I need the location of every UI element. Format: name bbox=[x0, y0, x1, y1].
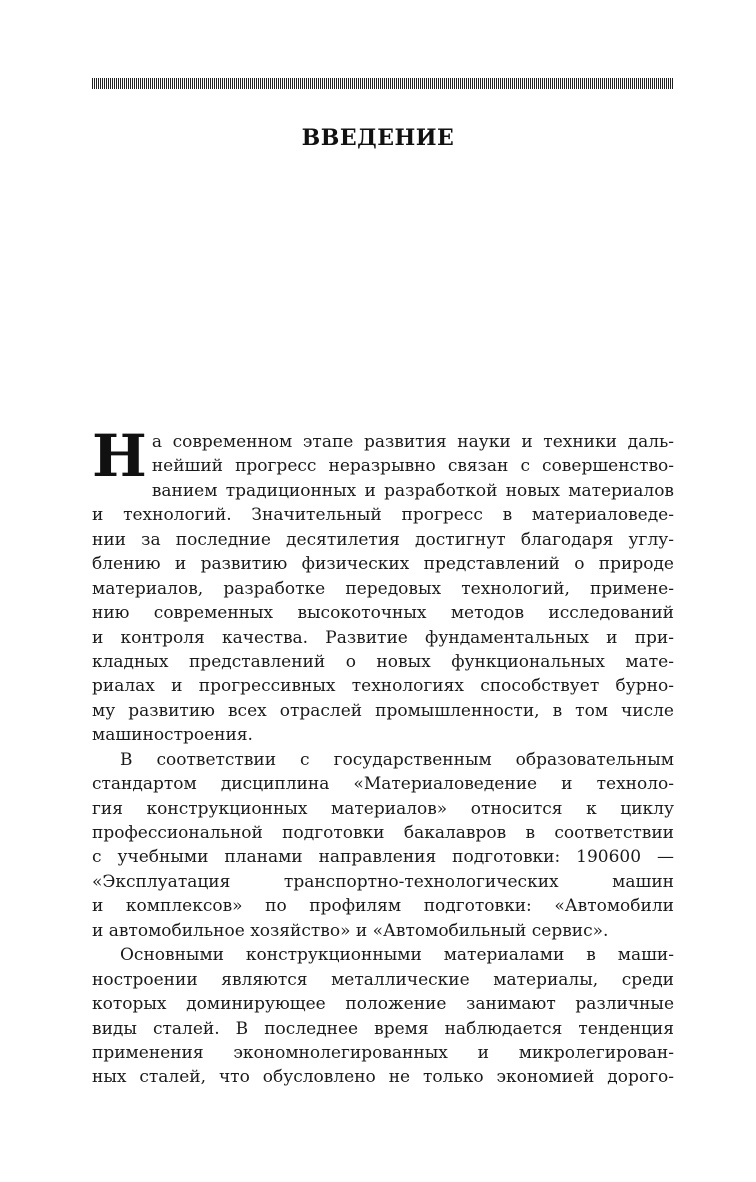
text-line: ностроении являются металлические материалы, среди bbox=[92, 969, 674, 990]
text-line: риалах и прогрессивных технологиях способствует бурно- bbox=[92, 676, 674, 697]
paragraph-2 bbox=[92, 748, 674, 944]
text-line: нию современных высокоточных методов исследований bbox=[92, 603, 674, 624]
text-line: и контроля качества. Развитие фундаментальных и при- bbox=[92, 627, 674, 648]
text-line: Основными конструкционными материалами в маши- bbox=[120, 945, 674, 966]
text-line: блению и развитию физических представлений о природе bbox=[92, 554, 674, 575]
paragraph-3 bbox=[92, 943, 674, 1090]
text-line: применения экономнолегированных и микролегирован- bbox=[92, 1042, 674, 1063]
body-text bbox=[92, 422, 674, 1090]
text-line: а современном этапе развития науки и техники даль- bbox=[151, 432, 674, 452]
text-line: гия конструкционных материалов» относится к циклу bbox=[92, 798, 674, 819]
text-line: и комплексов» по профилям подготовки: «Автомобили bbox=[92, 896, 674, 917]
text-line: и технологий. Значительный прогресс в материаловеде- bbox=[92, 505, 674, 526]
text-line: машиностроения. bbox=[92, 725, 253, 746]
paragraph-1 bbox=[92, 422, 674, 748]
text-line: и автомобильное хозяйство» и «Автомобильный сервис». bbox=[92, 920, 609, 941]
header-rule bbox=[92, 78, 674, 89]
drop-cap-letter: Н bbox=[92, 422, 147, 490]
text-line: ванием традиционных и разработкой новых материалов bbox=[151, 480, 674, 501]
text-line: виды сталей. В последнее время наблюдается тенденция bbox=[92, 1018, 674, 1039]
chapter-title: ВВЕДЕНИЕ bbox=[301, 125, 455, 151]
text-line: с учебными планами направления подготовки: 190600 — bbox=[92, 847, 674, 868]
text-line: материалов, разработке передовых технологий, примене- bbox=[92, 578, 674, 599]
text-line: кладных представлений о новых функциональных мате- bbox=[92, 651, 674, 672]
text-line: стандартом дисциплина «Материаловедение и техноло- bbox=[92, 774, 674, 795]
text-line: профессиональной подготовки бакалавров в соответствии bbox=[92, 823, 674, 843]
text-line: нейший прогресс неразрывно связан с совершенство- bbox=[151, 456, 674, 477]
text-line: которых доминирующее положение занимают различные bbox=[92, 994, 674, 1015]
text-line: В соответствии с государственным образовательным bbox=[120, 749, 674, 770]
text-line: нии за последние десятилетия достигнут благодаря углу- bbox=[92, 529, 674, 550]
text-line: «Эксплуатация транспортно-технологических машин bbox=[92, 871, 674, 892]
text-line: ных сталей, что обусловлено не только экономией дорого- bbox=[92, 1067, 674, 1088]
text-line: му развитию всех отраслей промышленности, в том числе bbox=[92, 700, 674, 721]
